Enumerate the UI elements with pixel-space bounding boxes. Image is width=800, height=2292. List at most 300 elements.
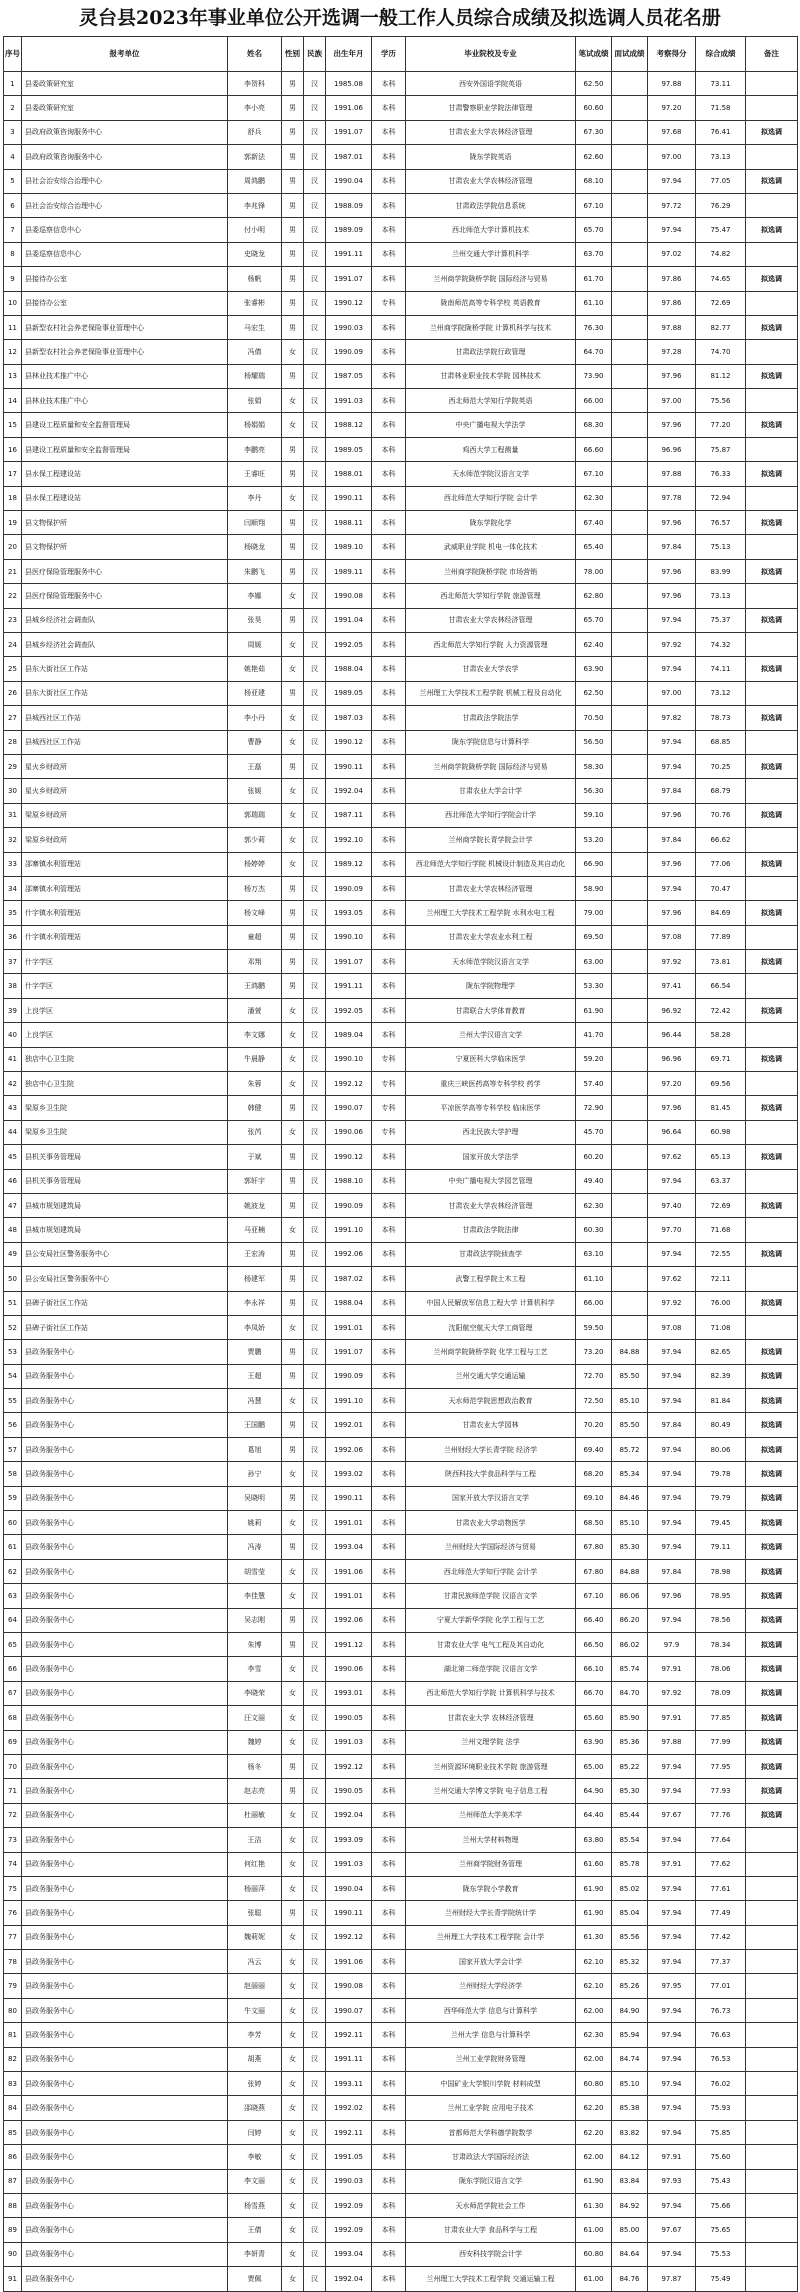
cell-birth: 1990.03 (326, 2169, 372, 2193)
cell-gender: 女 (282, 413, 304, 437)
table-row (4, 1852, 798, 1876)
cell-written-score: 63.90 (576, 1730, 612, 1754)
cell-total-score: 70.47 (696, 876, 746, 900)
cell-gender: 男 (282, 1242, 304, 1266)
cell-index: 1 (4, 72, 22, 96)
table-row (4, 413, 798, 437)
cell-gender: 男 (282, 218, 304, 242)
cell-unit: 县政务服务中心 (22, 1535, 228, 1559)
cell-education: 本科 (372, 2120, 406, 2144)
cell-birth: 1988.11 (326, 511, 372, 535)
cell-written-score: 61.00 (576, 2218, 612, 2242)
cell-name: 闫婷 (228, 2120, 282, 2144)
cell-name: 郭新法 (228, 145, 282, 169)
cell-assessment-score: 97.94 (648, 169, 696, 193)
cell-assessment-score: 97.00 (648, 681, 696, 705)
cell-gender: 男 (282, 1535, 304, 1559)
cell-written-score: 62.50 (576, 681, 612, 705)
cell-index: 16 (4, 437, 22, 461)
cell-education: 本科 (372, 169, 406, 193)
table-row (4, 876, 798, 900)
cell-gender: 女 (282, 2218, 304, 2242)
cell-ethnicity: 汉 (304, 706, 326, 730)
cell-index: 56 (4, 1413, 22, 1437)
cell-assessment-score: 97.88 (648, 462, 696, 486)
cell-ethnicity: 汉 (304, 2242, 326, 2266)
cell-unit: 县新型农村社会养老保险事业管理中心 (22, 340, 228, 364)
cell-gender: 男 (282, 267, 304, 291)
cell-written-score: 65.70 (576, 218, 612, 242)
cell-index: 58 (4, 1462, 22, 1486)
cell-school-major: 西北师范大学知行学院 会计学 (406, 486, 576, 510)
cell-school-major: 兰州商学院陇桥学院 国际经济与贸易 (406, 267, 576, 291)
cell-name: 胡燕 (228, 2047, 282, 2071)
cell-unit: 县政务服务中心 (22, 1462, 228, 1486)
cell-school-major: 西北师范大学知行学院英语 (406, 389, 576, 413)
cell-remark (746, 1315, 798, 1339)
cell-remark: 拟选调 (746, 511, 798, 535)
cell-index: 18 (4, 486, 22, 510)
cell-written-score: 57.40 (576, 1072, 612, 1096)
cell-written-score: 64.70 (576, 340, 612, 364)
cell-interview-score (612, 291, 648, 315)
cell-name: 李凤娇 (228, 1315, 282, 1339)
cell-education: 专科 (372, 1120, 406, 1144)
cell-unit: 县碑子街社区工作站 (22, 1315, 228, 1339)
cell-index: 36 (4, 925, 22, 949)
cell-birth: 1992.11 (326, 2023, 372, 2047)
cell-index: 7 (4, 218, 22, 242)
cell-ethnicity: 汉 (304, 1072, 326, 1096)
cell-ethnicity: 汉 (304, 1023, 326, 1047)
cell-unit: 县政务服务中心 (22, 1925, 228, 1949)
cell-ethnicity: 汉 (304, 998, 326, 1022)
cell-gender: 男 (282, 437, 304, 461)
cell-assessment-score: 97.96 (648, 901, 696, 925)
cell-school-major: 武威职业学院 机电一体化技术 (406, 535, 576, 559)
cell-birth: 1990.07 (326, 1998, 372, 2022)
cell-remark (746, 340, 798, 364)
cell-index: 57 (4, 1437, 22, 1461)
cell-total-score: 74.82 (696, 242, 746, 266)
cell-birth: 1990.12 (326, 730, 372, 754)
cell-school-major: 甘肃林业职业技术学院 园林技术 (406, 364, 576, 388)
cell-school-major: 天水师范学院汉语言文学 (406, 462, 576, 486)
cell-interview-score (612, 803, 648, 827)
cell-ethnicity: 汉 (304, 1803, 326, 1827)
cell-assessment-score: 97.94 (648, 754, 696, 778)
cell-total-score: 75.66 (696, 2193, 746, 2217)
cell-index: 88 (4, 2193, 22, 2217)
cell-index: 55 (4, 1389, 22, 1413)
cell-written-score: 61.10 (576, 291, 612, 315)
cell-birth: 1990.11 (326, 1901, 372, 1925)
cell-ethnicity: 汉 (304, 1486, 326, 1510)
cell-name: 李妍青 (228, 2242, 282, 2266)
cell-interview-score: 85.30 (612, 1535, 648, 1559)
cell-gender: 女 (282, 2169, 304, 2193)
cell-name: 张芮 (228, 1120, 282, 1144)
cell-remark: 拟选调 (746, 1145, 798, 1169)
cell-interview-score (612, 1291, 648, 1315)
cell-total-score: 75.60 (696, 2145, 746, 2169)
cell-assessment-score: 97.94 (648, 1511, 696, 1535)
cell-school-major: 甘肃农业大学农林经济管理 (406, 608, 576, 632)
table-row (4, 559, 798, 583)
cell-ethnicity: 汉 (304, 511, 326, 535)
cell-gender: 男 (282, 193, 304, 217)
cell-index: 25 (4, 657, 22, 681)
cell-birth: 1990.09 (326, 340, 372, 364)
cell-name: 张媛 (228, 779, 282, 803)
cell-total-score: 81.45 (696, 1096, 746, 1120)
cell-assessment-score: 97.96 (648, 1584, 696, 1608)
table-row (4, 1315, 798, 1339)
cell-ethnicity: 汉 (304, 1267, 326, 1291)
table-row (4, 1145, 798, 1169)
cell-school-major: 兰州大学材料物理 (406, 1828, 576, 1852)
cell-written-score: 66.40 (576, 1608, 612, 1632)
cell-index: 48 (4, 1218, 22, 1242)
cell-birth: 1987.02 (326, 1267, 372, 1291)
cell-total-score: 72.11 (696, 1267, 746, 1291)
cell-gender: 女 (282, 1315, 304, 1339)
table-body (4, 72, 798, 2292)
cell-total-score: 75.65 (696, 2218, 746, 2242)
cell-assessment-score: 97.94 (648, 1462, 696, 1486)
cell-total-score: 75.85 (696, 2120, 746, 2144)
cell-education: 本科 (372, 72, 406, 96)
cell-unit: 县政务服务中心 (22, 1852, 228, 1876)
cell-name: 胡雪莹 (228, 1559, 282, 1583)
cell-interview-score: 86.02 (612, 1633, 648, 1657)
cell-gender: 女 (282, 486, 304, 510)
cell-education: 本科 (372, 1998, 406, 2022)
cell-unit: 县政务服务中心 (22, 1608, 228, 1632)
cell-birth: 1989.11 (326, 559, 372, 583)
cell-education: 本科 (372, 706, 406, 730)
cell-remark: 拟选调 (746, 1633, 798, 1657)
cell-gender: 男 (282, 1754, 304, 1778)
cell-assessment-score: 97.94 (648, 2047, 696, 2071)
cell-name: 杨文峰 (228, 901, 282, 925)
cell-written-score: 60.20 (576, 1145, 612, 1169)
table-row (4, 632, 798, 656)
cell-gender: 女 (282, 1462, 304, 1486)
cell-remark (746, 779, 798, 803)
cell-name: 王倩 (228, 2218, 282, 2242)
cell-interview-score: 83.82 (612, 2120, 648, 2144)
cell-written-score: 63.00 (576, 950, 612, 974)
cell-written-score: 68.10 (576, 169, 612, 193)
cell-unit: 县林业技术推广中心 (22, 364, 228, 388)
cell-remark (746, 1852, 798, 1876)
cell-assessment-score: 97.94 (648, 876, 696, 900)
table-row (4, 389, 798, 413)
table-row (4, 1389, 798, 1413)
table-row (4, 1413, 798, 1437)
cell-assessment-score: 97.94 (648, 1779, 696, 1803)
cell-education: 本科 (372, 1803, 406, 1827)
cell-education: 本科 (372, 1706, 406, 1730)
cell-birth: 1990.09 (326, 1193, 372, 1217)
table-row (4, 1608, 798, 1632)
cell-gender: 女 (282, 998, 304, 1022)
cell-assessment-score: 97.40 (648, 1193, 696, 1217)
cell-gender: 女 (282, 1657, 304, 1681)
cell-school-major: 甘肃农业大学园林 (406, 1413, 576, 1437)
cell-gender: 女 (282, 2096, 304, 2120)
cell-ethnicity: 汉 (304, 72, 326, 96)
cell-gender: 女 (282, 1950, 304, 1974)
cell-written-score: 45.70 (576, 1120, 612, 1144)
cell-school-major: 甘肃农业大学农业水利工程 (406, 925, 576, 949)
cell-education: 本科 (372, 1462, 406, 1486)
cell-total-score: 63.37 (696, 1169, 746, 1193)
cell-education: 专科 (372, 1096, 406, 1120)
header-remark: 备注 (746, 37, 798, 72)
cell-education: 本科 (372, 1023, 406, 1047)
cell-name: 吴晓明 (228, 1486, 282, 1510)
cell-unit: 县政务服务中心 (22, 1657, 228, 1681)
cell-education: 本科 (372, 2023, 406, 2047)
cell-written-score: 62.00 (576, 1998, 612, 2022)
cell-unit: 县机关事务管理局 (22, 1145, 228, 1169)
table-row (4, 1657, 798, 1681)
cell-index: 24 (4, 632, 22, 656)
cell-gender: 男 (282, 608, 304, 632)
cell-unit: 县政务服务中心 (22, 1803, 228, 1827)
cell-gender: 女 (282, 1511, 304, 1535)
table-row (4, 169, 798, 193)
cell-unit: 县政务服务中心 (22, 1998, 228, 2022)
cell-index: 86 (4, 2145, 22, 2169)
cell-remark (746, 2120, 798, 2144)
cell-school-major: 兰州师范大学美术学 (406, 1803, 576, 1827)
cell-assessment-score: 97.96 (648, 1096, 696, 1120)
cell-interview-score: 84.92 (612, 2193, 648, 2217)
cell-total-score: 75.13 (696, 535, 746, 559)
cell-birth: 1992.06 (326, 1608, 372, 1632)
cell-total-score: 76.29 (696, 193, 746, 217)
cell-education: 本科 (372, 925, 406, 949)
cell-ethnicity: 汉 (304, 974, 326, 998)
cell-birth: 1991.03 (326, 1852, 372, 1876)
cell-interview-score (612, 486, 648, 510)
cell-ethnicity: 汉 (304, 1511, 326, 1535)
cell-unit: 县机关事务管理局 (22, 1169, 228, 1193)
cell-education: 本科 (372, 901, 406, 925)
cell-education: 本科 (372, 364, 406, 388)
cell-unit: 县公安局社区警务服务中心 (22, 1267, 228, 1291)
cell-written-score: 58.30 (576, 754, 612, 778)
cell-ethnicity: 汉 (304, 925, 326, 949)
cell-remark (746, 1267, 798, 1291)
cell-index: 46 (4, 1169, 22, 1193)
cell-birth: 1993.05 (326, 901, 372, 925)
cell-remark: 拟选调 (746, 1608, 798, 1632)
cell-assessment-score: 97.08 (648, 1315, 696, 1339)
cell-birth: 1990.08 (326, 1974, 372, 1998)
table-row (4, 1096, 798, 1120)
cell-assessment-score: 97.91 (648, 2145, 696, 2169)
cell-assessment-score: 97.20 (648, 96, 696, 120)
cell-education: 本科 (372, 998, 406, 1022)
cell-index: 41 (4, 1047, 22, 1071)
table-row (4, 1950, 798, 1974)
cell-gender: 男 (282, 1169, 304, 1193)
cell-remark: 拟选调 (746, 1535, 798, 1559)
cell-name: 李芳 (228, 2023, 282, 2047)
table-row (4, 2193, 798, 2217)
cell-total-score: 76.41 (696, 120, 746, 144)
cell-unit: 县政务服务中心 (22, 2120, 228, 2144)
header-total-score: 综合成绩 (696, 37, 746, 72)
cell-assessment-score: 97.68 (648, 120, 696, 144)
cell-unit: 县政务服务中心 (22, 1681, 228, 1705)
cell-unit: 梁原乡财政所 (22, 828, 228, 852)
cell-gender: 女 (282, 2023, 304, 2047)
cell-unit: 县政务服务中心 (22, 2169, 228, 2193)
cell-written-score: 67.10 (576, 193, 612, 217)
table-row (4, 535, 798, 559)
cell-written-score: 61.70 (576, 267, 612, 291)
cell-name: 付小明 (228, 218, 282, 242)
cell-written-score: 62.30 (576, 2023, 612, 2047)
cell-ethnicity: 汉 (304, 1730, 326, 1754)
cell-name: 杨亚建 (228, 681, 282, 705)
cell-birth: 1987.05 (326, 364, 372, 388)
cell-total-score: 78.06 (696, 1657, 746, 1681)
cell-education: 本科 (372, 511, 406, 535)
cell-birth: 1991.01 (326, 1315, 372, 1339)
cell-birth: 1991.11 (326, 242, 372, 266)
cell-gender: 女 (282, 852, 304, 876)
cell-unit: 什字镇水利管理站 (22, 925, 228, 949)
cell-school-major: 兰州大学 信息与计算科学 (406, 2023, 576, 2047)
cell-assessment-score: 97.84 (648, 1559, 696, 1583)
cell-written-score: 62.10 (576, 1950, 612, 1974)
cell-total-score: 70.76 (696, 803, 746, 827)
cell-interview-score (612, 437, 648, 461)
cell-remark (746, 2218, 798, 2242)
cell-unit: 县委巡察信息中心 (22, 218, 228, 242)
cell-remark: 拟选调 (746, 1340, 798, 1364)
cell-total-score: 66.54 (696, 974, 746, 998)
cell-ethnicity: 汉 (304, 681, 326, 705)
cell-written-score: 62.30 (576, 486, 612, 510)
cell-ethnicity: 汉 (304, 852, 326, 876)
cell-ethnicity: 汉 (304, 1389, 326, 1413)
cell-school-major: 兰州财经大学长青学院统计学 (406, 1901, 576, 1925)
cell-assessment-score: 97.88 (648, 1730, 696, 1754)
table-row (4, 145, 798, 169)
cell-written-score: 66.00 (576, 1291, 612, 1315)
table-row (4, 998, 798, 1022)
cell-remark (746, 974, 798, 998)
cell-remark (746, 2072, 798, 2096)
cell-index: 63 (4, 1584, 22, 1608)
cell-interview-score (612, 1267, 648, 1291)
cell-assessment-score: 97.02 (648, 242, 696, 266)
cell-gender: 女 (282, 1120, 304, 1144)
cell-ethnicity: 汉 (304, 559, 326, 583)
cell-name: 李贺科 (228, 72, 282, 96)
cell-assessment-score: 97.94 (648, 1486, 696, 1510)
cell-school-major: 甘肃农业大学 食品科学与工程 (406, 2218, 576, 2242)
cell-school-major: 西安科技学院会计学 (406, 2242, 576, 2266)
table-row (4, 1559, 798, 1583)
cell-school-major: 兰州理工大学技术工程学院 机械工程及自动化 (406, 681, 576, 705)
cell-index: 72 (4, 1803, 22, 1827)
cell-total-score: 79.78 (696, 1462, 746, 1486)
cell-written-score: 66.90 (576, 852, 612, 876)
header-education: 学历 (372, 37, 406, 72)
cell-birth: 1990.12 (326, 1145, 372, 1169)
cell-unit: 梁原乡卫生院 (22, 1120, 228, 1144)
cell-birth: 1989.05 (326, 681, 372, 705)
cell-remark: 拟选调 (746, 1730, 798, 1754)
cell-index: 65 (4, 1633, 22, 1657)
table-row (4, 1901, 798, 1925)
cell-school-major: 重庆三峡医药高等专科学校 药学 (406, 1072, 576, 1096)
cell-gender: 男 (282, 169, 304, 193)
cell-assessment-score: 97.96 (648, 803, 696, 827)
cell-index: 67 (4, 1681, 22, 1705)
cell-gender: 女 (282, 2145, 304, 2169)
document-title: 灵台县2023年事业单位公开选调一般工作人员综合成绩及拟选调人员花名册 (79, 7, 721, 29)
cell-ethnicity: 汉 (304, 145, 326, 169)
cell-name: 杨万杰 (228, 876, 282, 900)
cell-assessment-score: 97.94 (648, 1242, 696, 1266)
cell-education: 本科 (372, 2047, 406, 2071)
cell-index: 12 (4, 340, 22, 364)
cell-interview-score: 85.36 (612, 1730, 648, 1754)
cell-total-score: 71.08 (696, 1315, 746, 1339)
cell-gender: 女 (282, 1389, 304, 1413)
cell-name: 张聪 (228, 1901, 282, 1925)
cell-name: 魏莉妮 (228, 1925, 282, 1949)
cell-assessment-score: 97.62 (648, 1145, 696, 1169)
cell-birth: 1991.11 (326, 974, 372, 998)
cell-interview-score: 84.88 (612, 1559, 648, 1583)
cell-remark (746, 1169, 798, 1193)
cell-total-score: 77.95 (696, 1754, 746, 1778)
cell-remark: 拟选调 (746, 1389, 798, 1413)
cell-name: 杨建军 (228, 1267, 282, 1291)
cell-birth: 1991.01 (326, 1584, 372, 1608)
cell-written-score: 62.40 (576, 632, 612, 656)
cell-remark: 拟选调 (746, 1706, 798, 1730)
table-row (4, 340, 798, 364)
cell-written-score: 72.50 (576, 1389, 612, 1413)
cell-remark: 拟选调 (746, 657, 798, 681)
cell-birth: 1991.10 (326, 1218, 372, 1242)
cell-written-score: 62.20 (576, 2096, 612, 2120)
cell-name: 李丹 (228, 486, 282, 510)
cell-gender: 男 (282, 901, 304, 925)
cell-assessment-score: 97.94 (648, 1925, 696, 1949)
cell-remark (746, 2145, 798, 2169)
cell-assessment-score: 97.94 (648, 1437, 696, 1461)
cell-education: 本科 (372, 852, 406, 876)
cell-education: 本科 (372, 1267, 406, 1291)
cell-ethnicity: 汉 (304, 169, 326, 193)
cell-total-score: 75.47 (696, 218, 746, 242)
cell-education: 本科 (372, 632, 406, 656)
cell-assessment-score: 97.08 (648, 925, 696, 949)
cell-ethnicity: 汉 (304, 1559, 326, 1583)
